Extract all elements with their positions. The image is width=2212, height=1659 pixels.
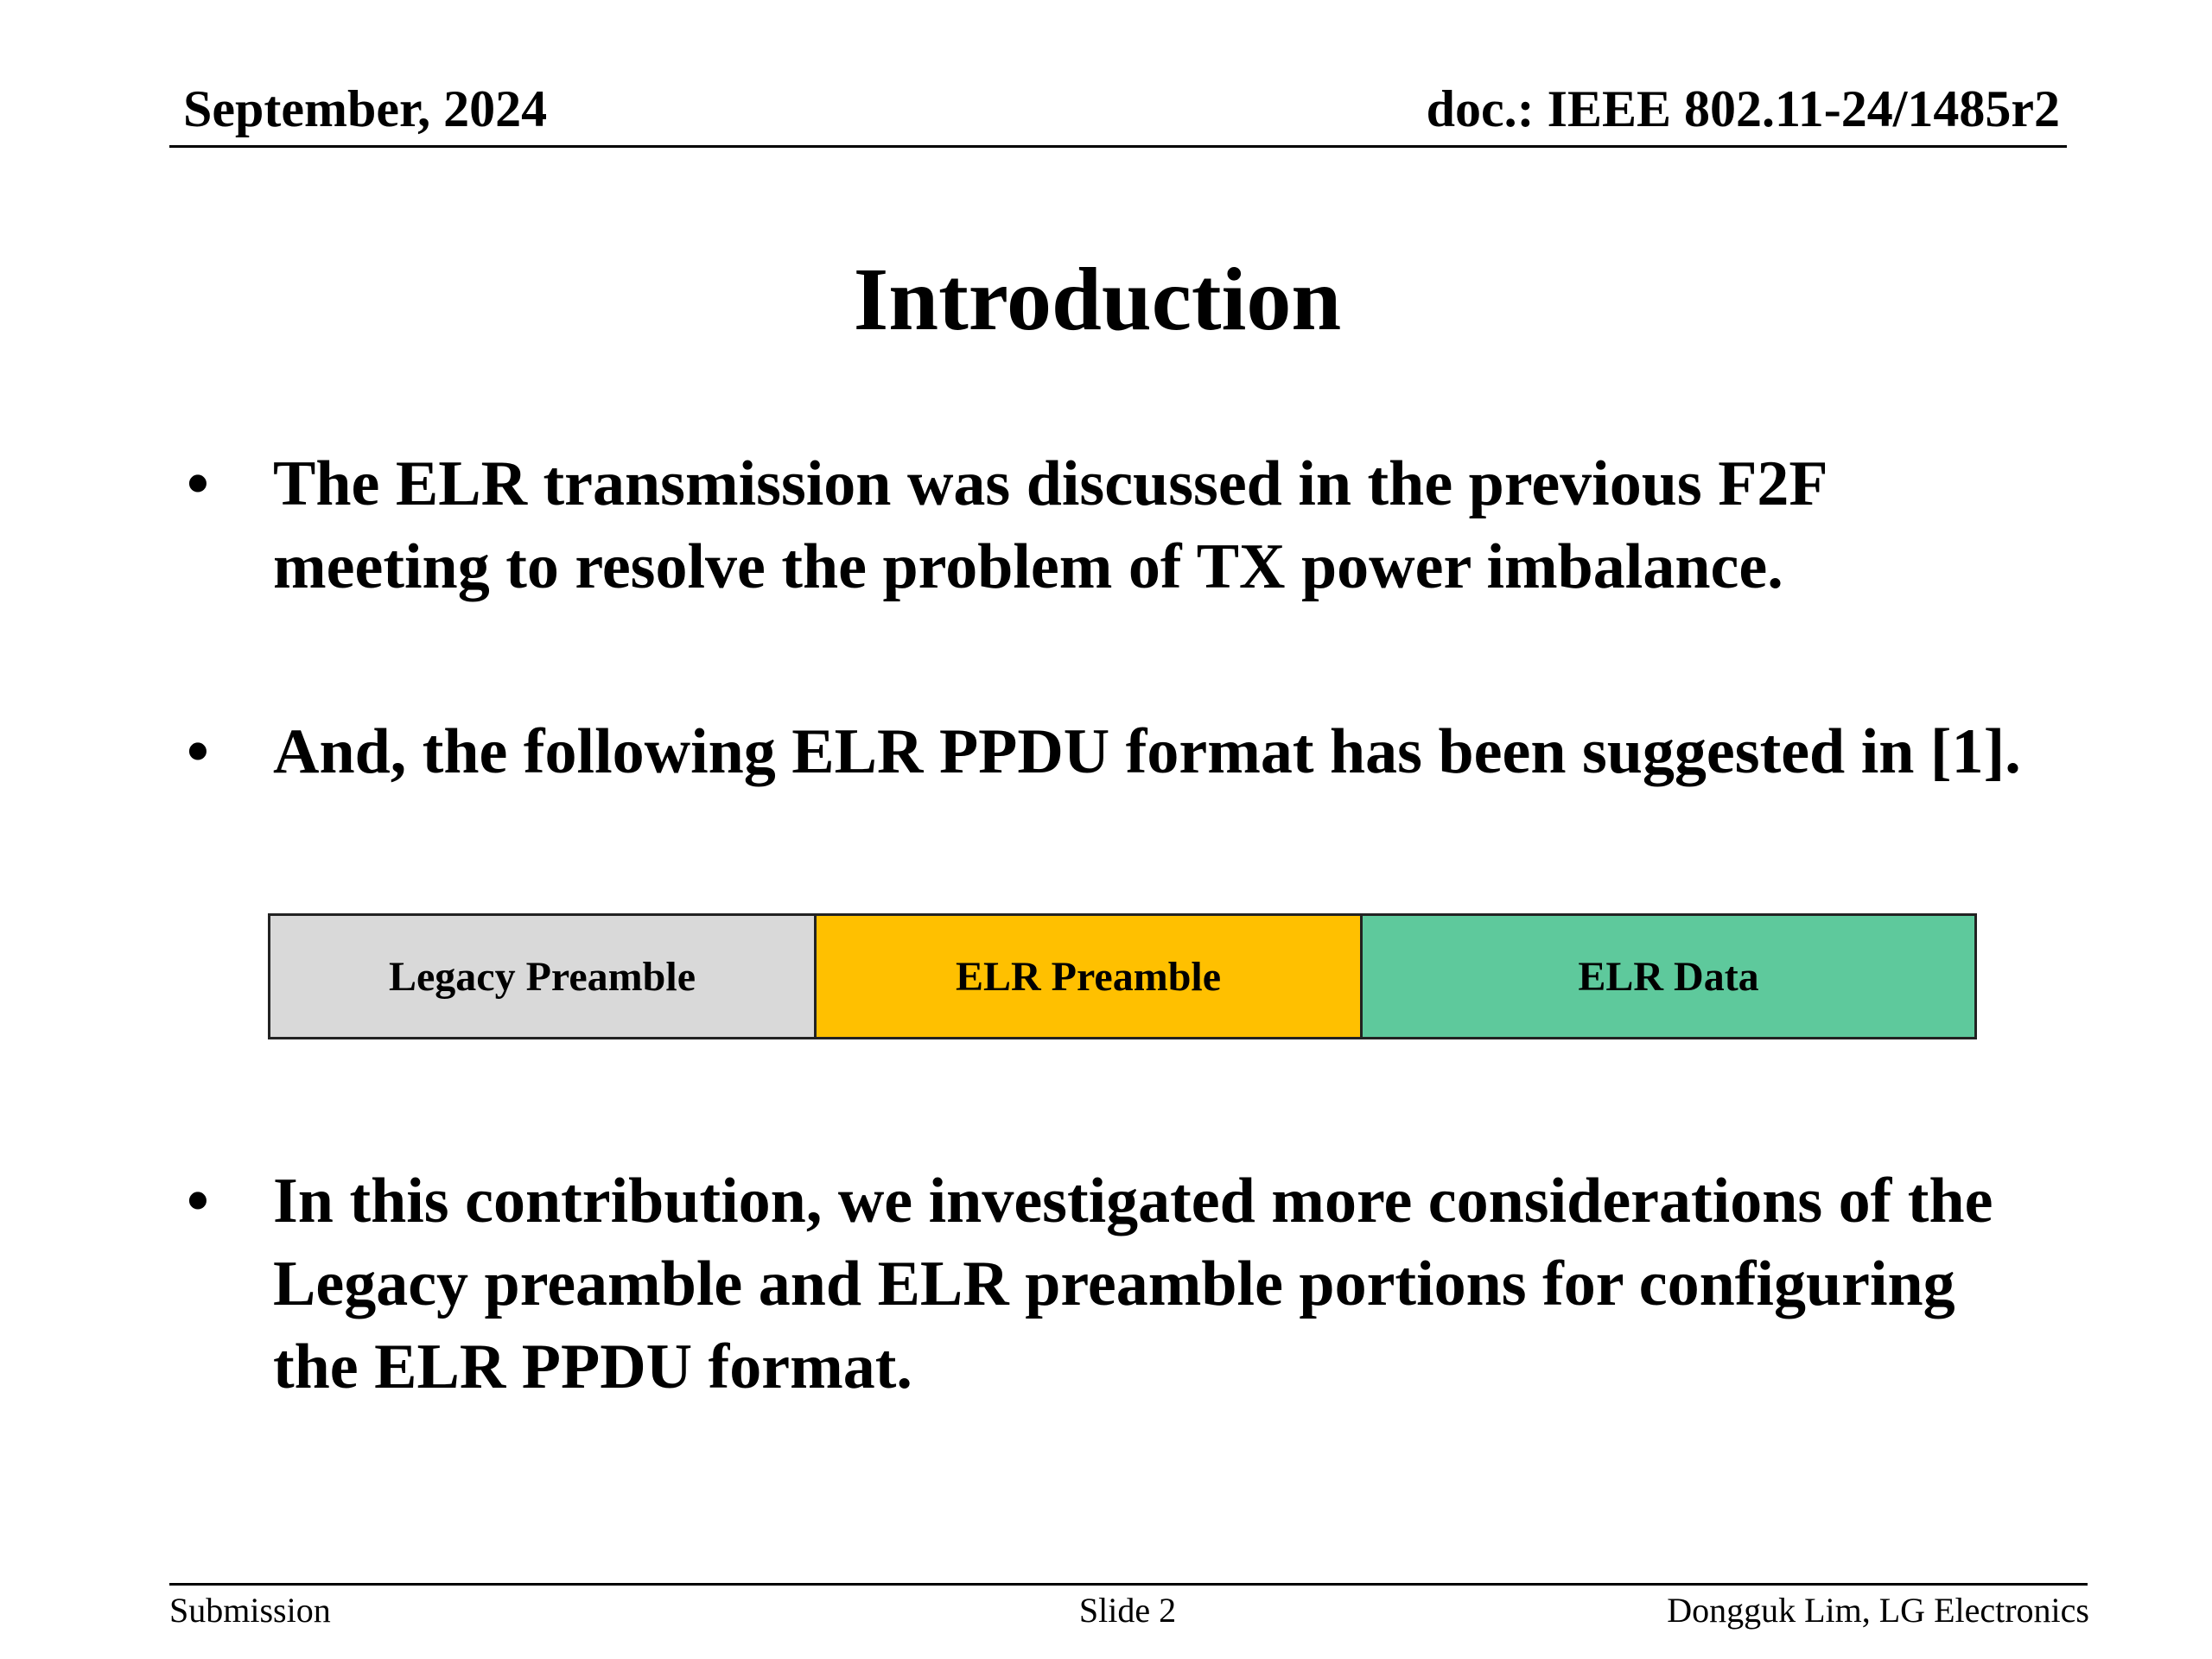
bullet-item <box>187 1160 2053 1408</box>
bullet-marker: • <box>187 1166 209 1236</box>
elr-preamble-field <box>817 916 1363 1037</box>
bullet-item <box>187 442 2053 608</box>
field-label: Legacy Preamble <box>388 953 696 1000</box>
elr-data-field <box>1363 916 1974 1037</box>
legacy-preamble-field <box>270 916 817 1037</box>
header-date: September, 2024 <box>183 80 548 137</box>
elr-ppdu-format-diagram <box>268 913 1977 1039</box>
footer-slide-number: Slide 2 <box>1078 1591 1177 1630</box>
slide-title: Introduction <box>853 250 1342 349</box>
bullet-item <box>187 710 2053 793</box>
footer-divider <box>169 1583 2088 1586</box>
bullet-marker: • <box>187 448 209 519</box>
bullet-text: The ELR transmission was discussed in the previous F2F meeting to resolve the problem of TX power imbalance. <box>273 448 1826 602</box>
bullet-text: In this contribution, we investigated more considerations of the Legacy preamble and ELR preamble portions for configuring the ELR PPDU format. <box>273 1166 1993 1402</box>
bullet-marker: • <box>187 716 209 787</box>
footer-submission: Submission <box>169 1591 331 1630</box>
field-label: ELR Preamble <box>955 953 1222 1000</box>
header-doc-id: doc.: IEEE 802.11-24/1485r2 <box>1426 80 2060 137</box>
header-divider <box>169 145 2067 148</box>
bullet-text: And, the following ELR PPDU format has been suggested in [1]. <box>273 716 2021 787</box>
footer-author: Dongguk Lim, LG Electronics <box>1667 1591 2089 1630</box>
field-label: ELR Data <box>1578 953 1759 1000</box>
